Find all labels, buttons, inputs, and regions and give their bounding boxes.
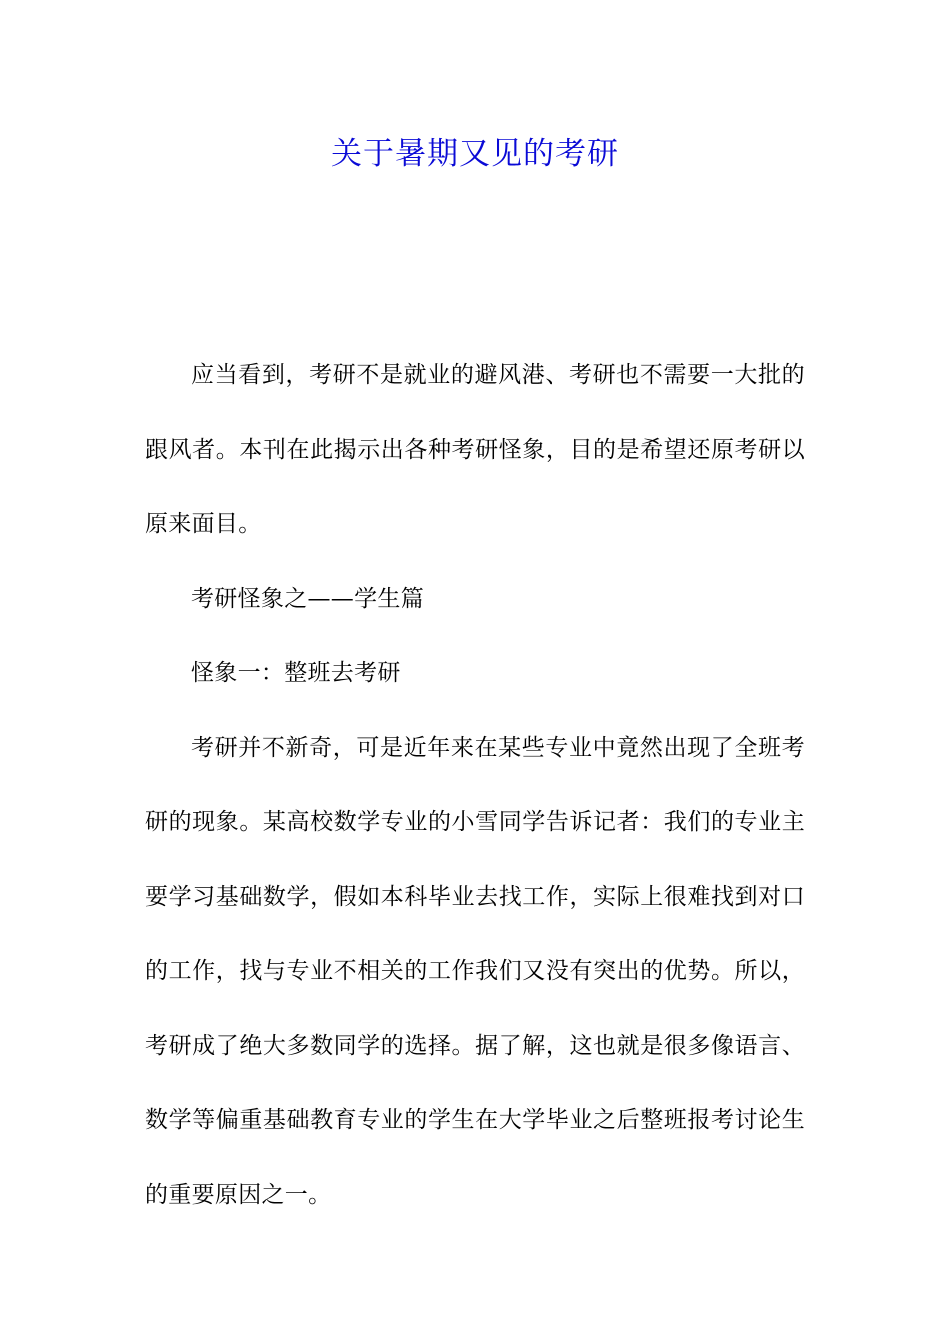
document-body — [145, 338, 805, 1232]
paragraph-intro: 应当看到，考研不是就业的避风港、考研也不需要一大批的跟风者。本刊在此揭示出各种考研怪象，目的是希望还原考研以原来面目。 — [145, 362, 805, 537]
paragraph-whole-class: 考研并不新奇，可是近年来在某些专业中竟然出现了全班考研的现象。某高校数学专业的小雪同学告诉记者：我们的专业主要学习基础数学，假如本科毕业去找工作，实际上很难找到对口的工作，找与专业不相关的工作我们又没有突出的优势。所以，考研成了绝大多数同学的选择。据了解，这也就是很多像语言、数学等偏重基础教育专业的学生在大学毕业之后整班报考讨论生的重要原因之一。 — [145, 734, 805, 1208]
section-heading-students: 考研怪象之——学生篇 — [191, 585, 424, 612]
document-title: 关于暑期又见的考研 — [331, 136, 619, 172]
subsection-heading-phenomenon-one: 怪象一：整班去考研 — [191, 660, 401, 686]
